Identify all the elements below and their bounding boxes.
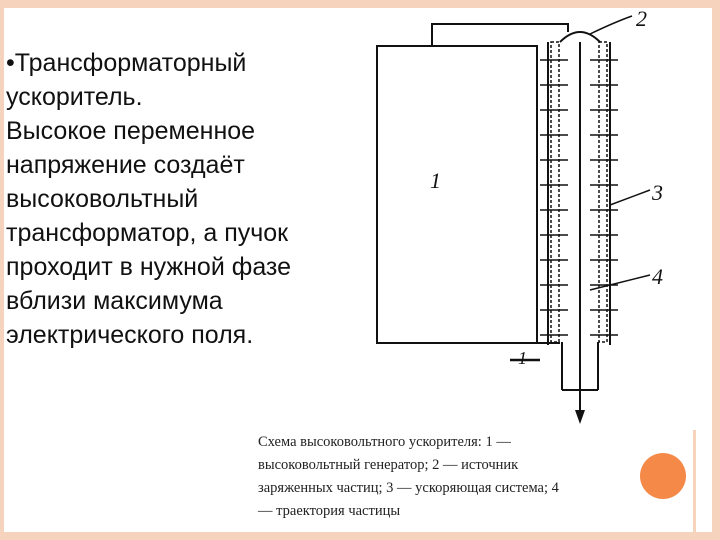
- accelerator-diagram: [370, 0, 690, 430]
- electrode-column-right: [599, 42, 607, 342]
- caption-line-4: — траектория частицы: [258, 503, 401, 519]
- text-line-2: ускоритель.: [6, 83, 143, 111]
- text-line-1: Трансформаторный: [14, 49, 247, 77]
- text-line-5: высоковольтный: [6, 185, 199, 213]
- text-line: [6, 46, 346, 80]
- slide-frame-right: [712, 0, 720, 540]
- slide-body-text: [6, 46, 346, 352]
- caption-line-1: Схема высоковольтного ускорителя: 1 —: [258, 434, 511, 450]
- label-trajectory: 4: [652, 264, 663, 289]
- slide-frame-left: [0, 8, 4, 540]
- text-line-7: проходит в нужной фазе: [6, 253, 292, 281]
- generator-box: [377, 46, 537, 343]
- label-accelerating-system: 3: [652, 180, 663, 205]
- leader-line-2: [590, 16, 632, 34]
- particle-source: [560, 32, 600, 42]
- accent-circle-decoration: [640, 453, 686, 499]
- label-source: 2: [636, 6, 647, 31]
- trajectory-arrowhead: [575, 410, 585, 424]
- text-line-6: трансформатор, а пучок: [6, 219, 289, 247]
- slide-frame-bottom: [0, 532, 720, 540]
- text-line-9: электрического поля.: [6, 321, 254, 349]
- caption-line-2: высоковольтный генератор; 2 — источник: [258, 457, 519, 473]
- accent-bar-decoration: [693, 430, 696, 532]
- text-line-3: Высокое переменное: [6, 117, 256, 145]
- text-line-4: напряжение создаёт: [6, 151, 245, 179]
- bullet-marker: •: [6, 49, 15, 77]
- leader-line-3: [610, 190, 650, 205]
- text-line-8: вблизи максимума: [6, 287, 223, 315]
- electrode-column-left: [551, 42, 559, 342]
- diagram-caption: [258, 431, 688, 523]
- label-base: 1: [518, 348, 527, 368]
- label-generator: 1: [430, 168, 441, 193]
- caption-line-3: заряженных частиц; 3 — ускоряющая система; 4: [258, 480, 559, 496]
